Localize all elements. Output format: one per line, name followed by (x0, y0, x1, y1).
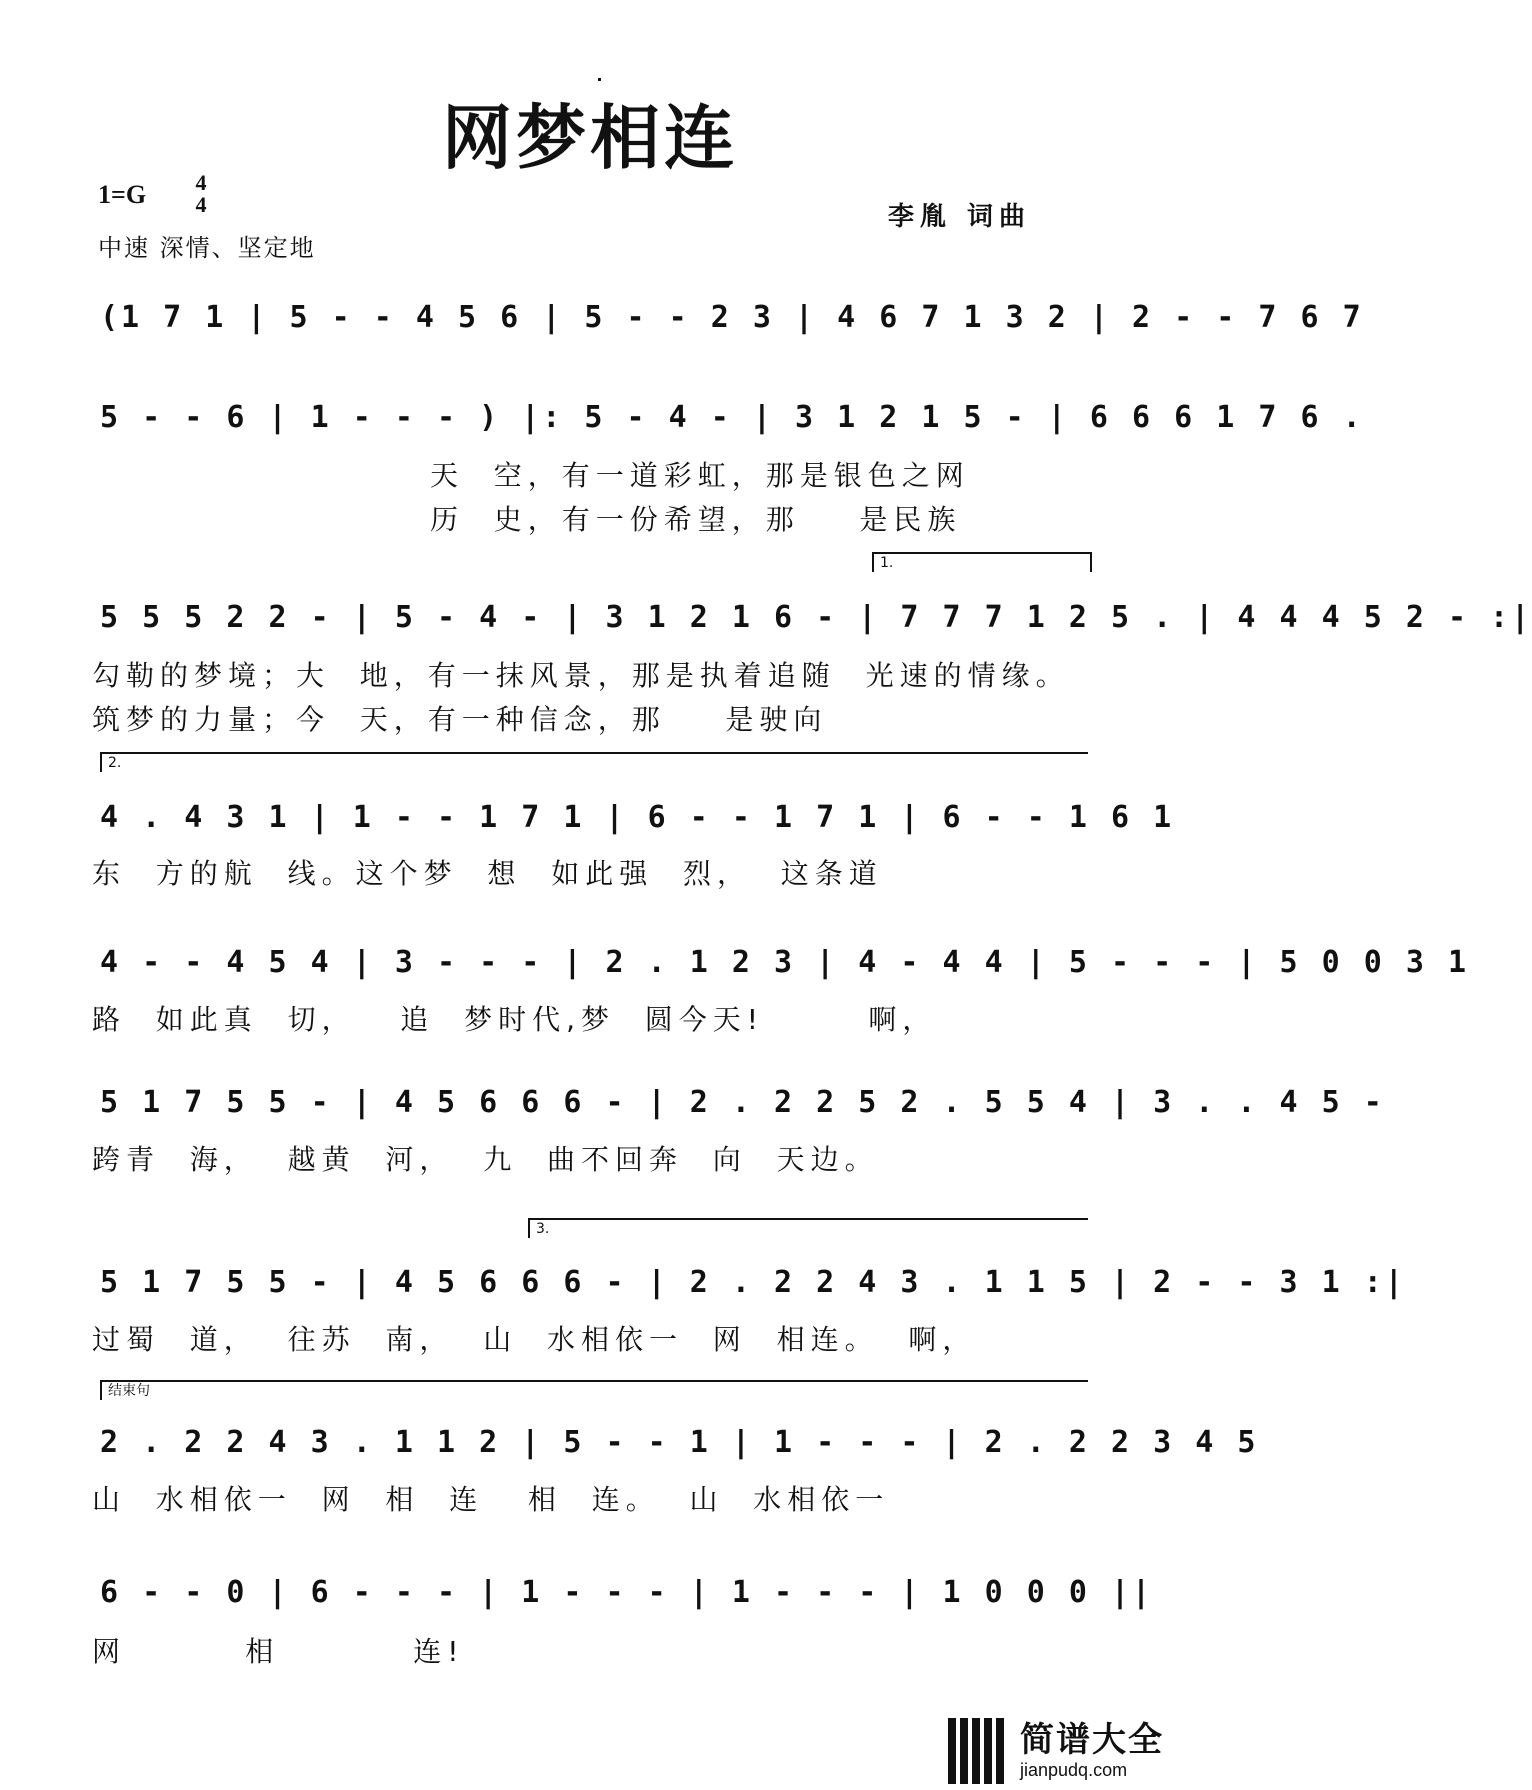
lyric-line: 勾勒的梦境；大 地，有一抹风景，那是执着追随 光速的情缘。 (92, 659, 1070, 692)
volta-2: 2. (100, 752, 1088, 772)
notes: 4 - - 4 5 4 | 3 - - - | 2 . 1 2 3 | 4 - 4 4 | 5 - - - | 5 0 0 3 1 (100, 945, 1469, 980)
watermark-name: 简谱大全 (1020, 1720, 1164, 1760)
time-signature (190, 172, 212, 216)
page-title: 网梦相连 (442, 97, 738, 179)
tempo-marking: 中速 深情、坚定地 (98, 234, 316, 262)
time-sig-bottom: 4 (195, 192, 207, 217)
score-row-6 (92, 1075, 1385, 1131)
volta-1: 1. (872, 552, 1092, 572)
score-row-2 (92, 390, 1364, 446)
score-row-9 (92, 1565, 1154, 1621)
notes: (1 7 1 | 5 - - 4 5 6 | 5 - - 2 3 | 4 6 7 1 3 2 | 2 - - 7 6 7 (100, 300, 1364, 335)
lyric-line: 东 方的航 线。这个梦 想 如此强 烈， 这条道 (92, 857, 883, 890)
lyric-line: 过蜀 道， 往苏 南， 山 水相依一 网 相连。 啊， (92, 1323, 977, 1356)
notes: 5 - - 6 | 1 - - - ) |: 5 - 4 - | 3 1 2 1 5 - | 6 6 6 1 7 6 . (100, 400, 1364, 435)
score-row-3 (92, 590, 1532, 646)
notes: 4 . 4 3 1 | 1 - - 1 7 1 | 6 - - 1 7 1 | 6 - - 1 6 1 (100, 800, 1175, 835)
author-credit: 李胤 词曲 (888, 202, 1032, 232)
site-watermark (948, 1712, 1180, 1790)
score-row-4 (92, 790, 1175, 846)
notes: 2 . 2 2 4 3 . 1 1 2 | 5 - - 1 | 1 - - - | 2 . 2 2 3 4 5 (100, 1425, 1259, 1460)
notes: 5 1 7 5 5 - | 4 5 6 6 6 - | 2 . 2 2 4 3 . 1 1 5 | 2 - - 3 1 :| (100, 1265, 1406, 1300)
lyric-line: 历 史，有一份希望，那 是民族 (430, 503, 962, 536)
lyric-line: 跨青 海， 越黄 河， 九 曲不回奔 向 天边。 (92, 1143, 879, 1176)
score-row-1 (92, 290, 1364, 346)
key-signature: 1=G (98, 180, 147, 209)
lyric-line: 筑梦的力量；今 天，有一种信念，那 是驶向 (92, 703, 828, 736)
lyric-line: 天 空，有一道彩虹，那是银色之网 (430, 459, 970, 492)
notes: 6 - - 0 | 6 - - - | 1 - - - | 1 - - - | 1 0 0 0 || (100, 1575, 1154, 1610)
volta-3: 3. (528, 1218, 1088, 1238)
lyric-line: 网 相 连! (92, 1635, 465, 1668)
lyric-line: 山 水相依一 网 相 连 相 连。 山 水相依一 (92, 1483, 890, 1516)
lyric-line: 路 如此真 切， 追 梦时代,梦 圆今天! 啊， (92, 1003, 937, 1036)
stray-dot (598, 78, 601, 81)
watermark-url: jianpudq.com (1020, 1760, 1128, 1780)
time-sig-top: 4 (195, 170, 207, 195)
ending-bracket: 结束句 (100, 1380, 1088, 1400)
score-row-8 (92, 1415, 1259, 1471)
score-row-5 (92, 935, 1469, 991)
piano-keys-icon (948, 1718, 1012, 1784)
notes: 5 5 5 2 2 - | 5 - 4 - | 3 1 2 1 6 - | 7 7 7 1 2 5 . | 4 4 4 5 2 - :| (100, 600, 1532, 635)
score-row-7 (92, 1255, 1406, 1311)
notes: 5 1 7 5 5 - | 4 5 6 6 6 - | 2 . 2 2 5 2 . 5 5 4 | 3 . . 4 5 - (100, 1085, 1385, 1120)
